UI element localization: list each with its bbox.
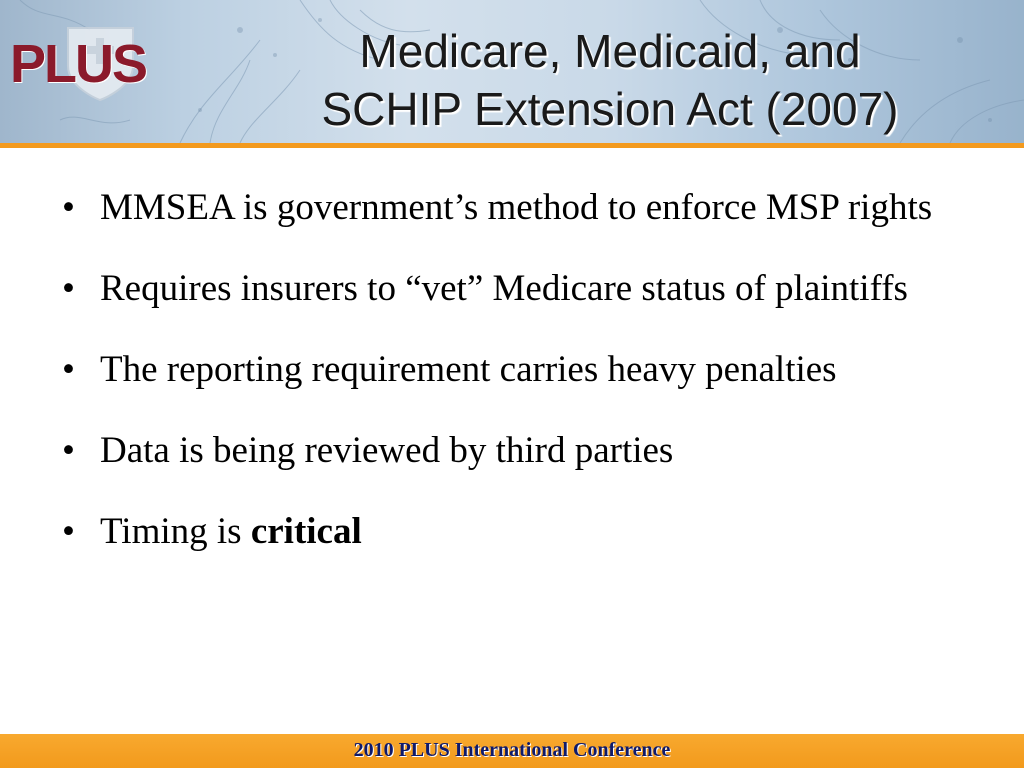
header-banner (0, 0, 1024, 143)
plus-logo: PLUS (10, 34, 147, 94)
bullet-item (58, 429, 958, 473)
title-line-2: SCHIP Extension Act (2007) (321, 83, 899, 135)
bullet-text: MMSEA is government’s method to enforce MSP rights (100, 187, 933, 228)
bullet-text: Data is being reviewed by third parties (100, 430, 674, 471)
bullet-item (58, 267, 958, 311)
bullet-text: The reporting requirement carries heavy penalties (100, 349, 837, 390)
page-title (230, 22, 990, 138)
footer-bar (0, 734, 1024, 768)
footer-text: 2010 PLUS International Conference (353, 739, 671, 761)
bullet-list (58, 186, 958, 591)
bullet-item (58, 186, 958, 230)
bullet-item (58, 510, 958, 554)
header-divider (0, 143, 1024, 148)
bullet-emphasis: critical (250, 511, 362, 552)
bullet-text: Timing is (100, 511, 251, 552)
bullet-item (58, 348, 958, 392)
title-line-1: Medicare, Medicaid, and (359, 25, 861, 77)
bullet-text: Requires insurers to “vet” Medicare status of plaintiffs (100, 268, 908, 309)
